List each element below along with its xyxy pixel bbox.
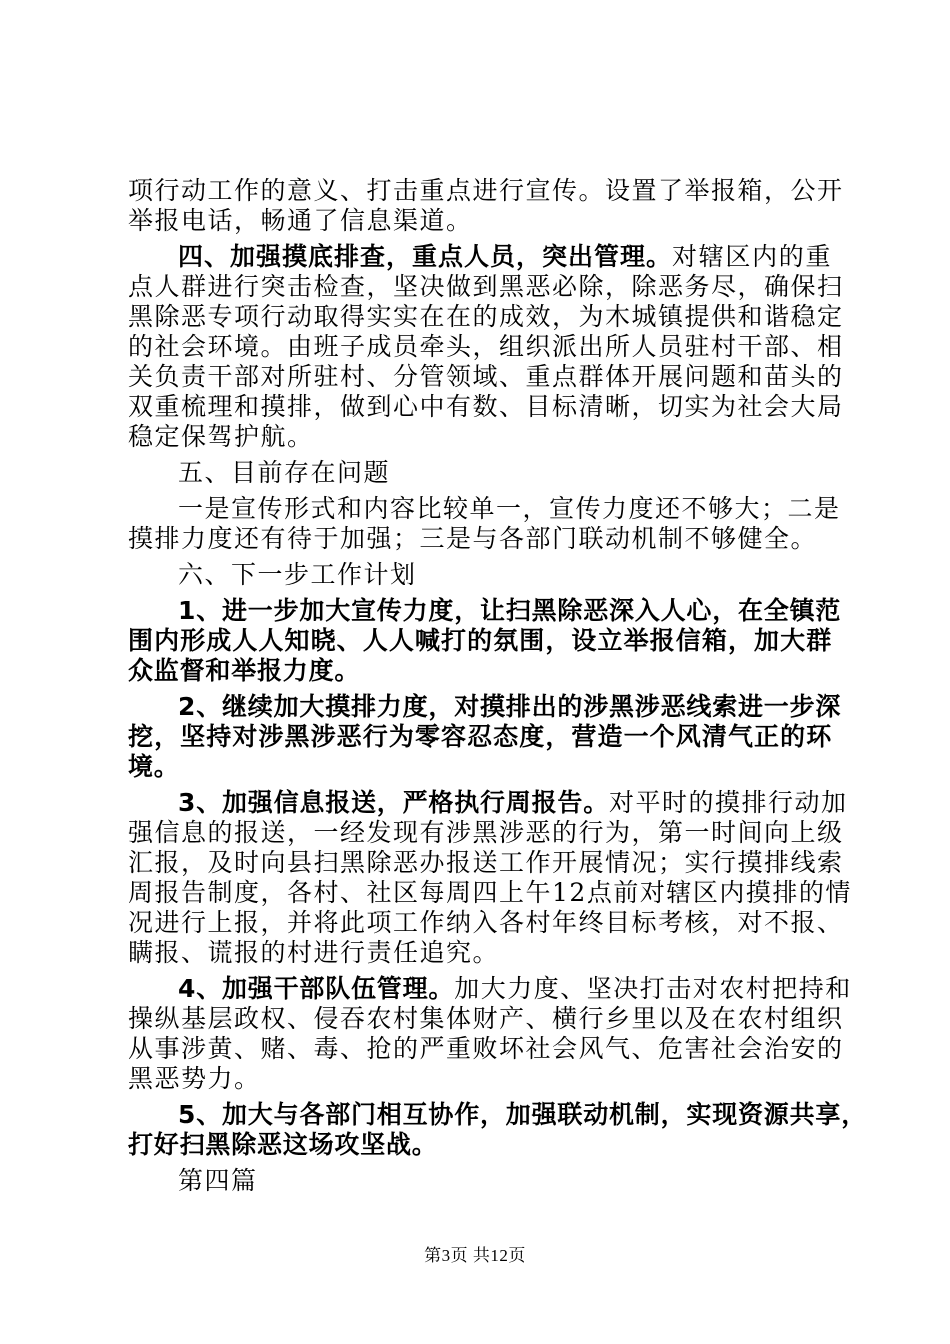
text-line (128, 1166, 832, 1196)
paragraph (128, 458, 832, 488)
text: 周报告制度，各村、社区每周四上午12点前对辖区内摸排的情 (128, 878, 852, 907)
text-line (128, 722, 832, 752)
text-line (128, 974, 852, 1004)
text: 一是宣传形式和内容比较单一，宣传力度还不够大；二是 (178, 494, 841, 523)
paragraph (128, 242, 844, 452)
text-line (128, 242, 832, 272)
text: 举报电话，畅通了信息渠道。 (128, 206, 473, 235)
text-line (128, 1064, 832, 1094)
text-line (128, 908, 844, 938)
text: 对平时的摸排行动加 (609, 788, 848, 817)
text: 汇报，及时向县扫黑除恶办报送工作开展情况；实行摸排线索 (128, 848, 844, 877)
text-line (128, 458, 832, 488)
document-body (128, 176, 867, 1202)
text-line (128, 560, 832, 590)
text-line (128, 596, 842, 626)
text-line (128, 524, 832, 554)
text-line (128, 494, 841, 524)
text-line (128, 788, 848, 818)
bold-text: 4、加强干部队伍管理。 (178, 974, 455, 1003)
text: 黑恶势力。 (128, 1064, 261, 1093)
bold-text: 1、进一步加大宣传力度，让扫黑除恶深入人心，在全镇范 (178, 596, 842, 625)
bold-text: 打好扫黑除恶这场攻坚战。 (128, 1130, 438, 1159)
bold-text: 5、加大与各部门相互协作，加强联动机制，实现资源共享， (178, 1100, 867, 1129)
text-line (128, 1004, 844, 1034)
bold-text: 四、加强摸底排查，重点人员，突出管理。 (178, 242, 672, 271)
bold-text: 2、继续加大摸排力度，对摸排出的涉黑涉恶线索进一步深 (178, 692, 842, 721)
bold-text: 挖，坚持对涉黑涉恶行为零容忍态度，营造一个风清气正的环 (128, 722, 832, 751)
text-line (128, 938, 832, 968)
text-line (128, 878, 852, 908)
text: 稳定保驾护航。 (128, 422, 314, 451)
text: 对辖区内的重 (672, 242, 832, 271)
bold-text: 境。 (128, 752, 180, 781)
text: 六、下一步工作计划 (178, 560, 417, 589)
text: 五、目前存在问题 (178, 458, 391, 487)
text-line (128, 692, 842, 722)
text-line (128, 848, 844, 878)
text: 双重梳理和摸排，做到心中有数、目标清晰，切实为社会大局 (128, 392, 844, 421)
text-line (128, 818, 844, 848)
text: 的社会环境。由班子成员牵头，组织派出所人员驻村干部、相 (128, 332, 844, 361)
text-line (128, 1100, 867, 1130)
text: 点人群进行突击检查，坚决做到黑恶必除，除恶务尽，确保扫 (128, 272, 844, 301)
text: 操纵基层政权、侵吞农村集体财产、横行乡里以及在农村组织 (128, 1004, 844, 1033)
page-footer: 第3页 共12页 (424, 1246, 526, 1265)
text-line (128, 332, 844, 362)
bold-text: 3、加强信息报送，严格执行周报告。 (178, 788, 609, 817)
text: 关负责干部对所驻村、分管领域、重点群体开展问题和苗头的 (128, 362, 844, 391)
text-line (128, 362, 844, 392)
paragraph (128, 560, 832, 590)
bold-text: 众监督和举报力度。 (128, 656, 361, 685)
bold-text: 围内形成人人知晓、人人喊打的氛围，设立举报信箱，加大群 (128, 626, 832, 655)
text-line (128, 206, 832, 236)
text: 黑除恶专项行动取得实实在在的成效，为木城镇提供和谐稳定 (128, 302, 844, 331)
text: 瞒报、谎报的村进行责任追究。 (128, 938, 500, 967)
text-line (128, 176, 844, 206)
text: 项行动工作的意义、打击重点进行宣传。设置了举报箱，公开 (128, 176, 844, 205)
text-line (128, 422, 832, 452)
text-line (128, 1034, 844, 1064)
paragraph (128, 1166, 832, 1196)
paragraph-gap (128, 1196, 832, 1202)
text-line (128, 302, 844, 332)
paragraph (128, 788, 852, 968)
text-line (128, 656, 832, 686)
text: 摸排力度还有待于加强；三是与各部门联动机制不够健全。 (128, 524, 818, 553)
text-line (128, 272, 844, 302)
text: 况进行上报，并将此项工作纳入各村年终目标考核，对不报、 (128, 908, 844, 937)
text-line (128, 392, 844, 422)
text-line (128, 752, 832, 782)
text: 第四篇 (178, 1166, 258, 1195)
paragraph (128, 974, 852, 1094)
paragraph (128, 494, 841, 554)
text: 加大力度、坚决打击对农村把持和 (454, 974, 852, 1003)
paragraph (128, 1100, 867, 1160)
text: 从事涉黄、赌、毒、抢的严重败坏社会风气、危害社会治安的 (128, 1034, 844, 1063)
paragraph (128, 596, 842, 686)
paragraph (128, 176, 844, 236)
text-line (128, 626, 832, 656)
text-line (128, 1130, 832, 1160)
paragraph (128, 692, 842, 782)
text: 强信息的报送，一经发现有涉黑涉恶的行为，第一时间向上级 (128, 818, 844, 847)
